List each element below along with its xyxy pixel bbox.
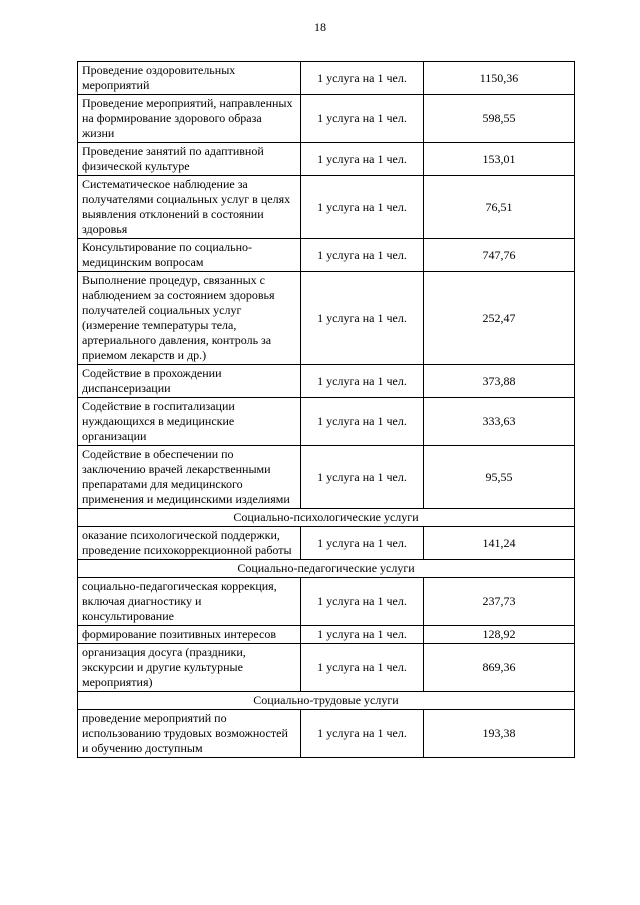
price-cell: 141,24 <box>424 527 575 560</box>
price-cell: 373,88 <box>424 365 575 398</box>
price-cell: 237,73 <box>424 578 575 626</box>
service-name-cell: организация досуга (праздники, экскурсии и другие культурные мероприятия) <box>78 644 301 692</box>
section-title: Социально-психологические услуги <box>78 509 575 527</box>
price-cell: 747,76 <box>424 239 575 272</box>
unit-cell: 1 услуга на 1 чел. <box>301 710 424 758</box>
unit-cell: 1 услуга на 1 чел. <box>301 62 424 95</box>
unit-cell: 1 услуга на 1 чел. <box>301 95 424 143</box>
price-cell: 95,55 <box>424 446 575 509</box>
unit-cell: 1 услуга на 1 чел. <box>301 626 424 644</box>
table-row <box>78 644 575 692</box>
table-row <box>78 95 575 143</box>
unit-cell: 1 услуга на 1 чел. <box>301 578 424 626</box>
service-name-cell: Консультирование по социально-медицинским вопросам <box>78 239 301 272</box>
price-cell: 76,51 <box>424 176 575 239</box>
section-header-row <box>78 509 575 527</box>
table-row <box>78 578 575 626</box>
table-row <box>78 365 575 398</box>
services-tariff-table <box>77 61 575 758</box>
section-title: Социально-педагогические услуги <box>78 560 575 578</box>
service-name-cell: Систематическое наблюдение за получателями социальных услуг в целях выявления отклонений в состоянии здоровья <box>78 176 301 239</box>
section-header-row <box>78 560 575 578</box>
table-row <box>78 239 575 272</box>
unit-cell: 1 услуга на 1 чел. <box>301 398 424 446</box>
service-name-cell: Проведение оздоровительных мероприятий <box>78 62 301 95</box>
service-name-cell: Проведение мероприятий, направленных на формирование здорового образа жизни <box>78 95 301 143</box>
table-body <box>78 62 575 758</box>
table-row <box>78 626 575 644</box>
service-name-cell: Проведение занятий по адаптивной физической культуре <box>78 143 301 176</box>
table-row <box>78 176 575 239</box>
unit-cell: 1 услуга на 1 чел. <box>301 176 424 239</box>
service-name-cell: социально-педагогическая коррекция, включая диагностику и консультирование <box>78 578 301 626</box>
service-name-cell: Выполнение процедур, связанных с наблюдением за состоянием здоровья получателей социальных услуг (измерение температуры тела, артериального давления, контроль за приемом лекарств и др.) <box>78 272 301 365</box>
unit-cell: 1 услуга на 1 чел. <box>301 272 424 365</box>
unit-cell: 1 услуга на 1 чел. <box>301 365 424 398</box>
unit-cell: 1 услуга на 1 чел. <box>301 446 424 509</box>
table-row <box>78 143 575 176</box>
section-title: Социально-трудовые услуги <box>78 692 575 710</box>
price-cell: 333,63 <box>424 398 575 446</box>
price-cell: 869,36 <box>424 644 575 692</box>
price-cell: 598,55 <box>424 95 575 143</box>
service-name-cell: Содействие в прохождении диспансеризации <box>78 365 301 398</box>
price-cell: 128,92 <box>424 626 575 644</box>
price-cell: 1150,36 <box>424 62 575 95</box>
table-row <box>78 62 575 95</box>
table-row <box>78 527 575 560</box>
table-row <box>78 710 575 758</box>
section-header-row <box>78 692 575 710</box>
price-cell: 193,38 <box>424 710 575 758</box>
table-row <box>78 446 575 509</box>
unit-cell: 1 услуга на 1 чел. <box>301 239 424 272</box>
table-row <box>78 272 575 365</box>
service-name-cell: проведение мероприятий по использованию трудовых возможностей и обучению доступным <box>78 710 301 758</box>
unit-cell: 1 услуга на 1 чел. <box>301 143 424 176</box>
unit-cell: 1 услуга на 1 чел. <box>301 527 424 560</box>
service-name-cell: Содействие в госпитализации нуждающихся в медицинские организации <box>78 398 301 446</box>
price-cell: 153,01 <box>424 143 575 176</box>
service-name-cell: формирование позитивных интересов <box>78 626 301 644</box>
table-row <box>78 398 575 446</box>
service-name-cell: оказание психологической поддержки, проведение психокоррекционной работы <box>78 527 301 560</box>
unit-cell: 1 услуга на 1 чел. <box>301 644 424 692</box>
price-cell: 252,47 <box>424 272 575 365</box>
service-name-cell: Содействие в обеспечении по заключению врачей лекарственными препаратами для медицинского применения и медицинскими изделиями <box>78 446 301 509</box>
page-number: 18 <box>314 20 326 34</box>
